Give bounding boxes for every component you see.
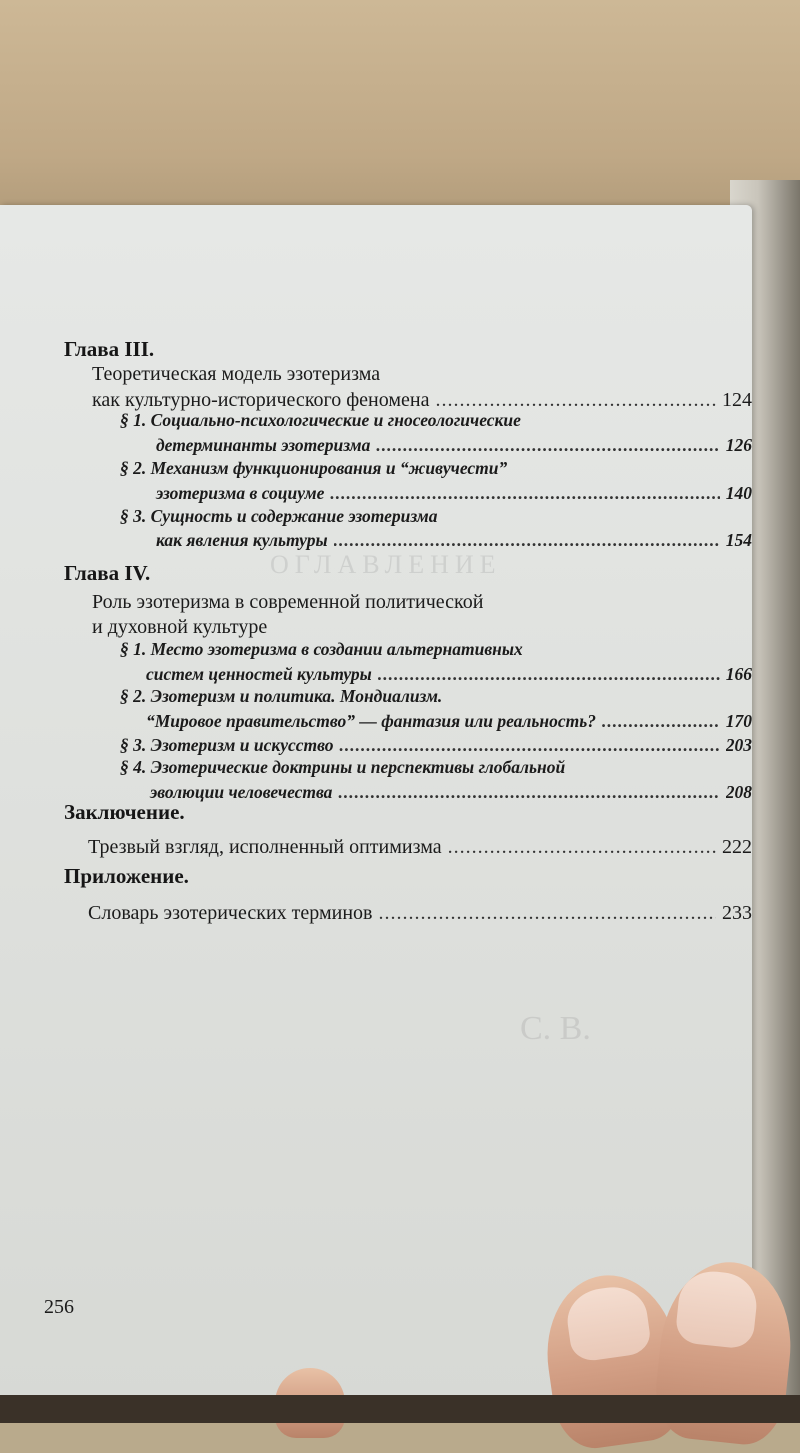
- page-ref: 140: [725, 483, 752, 503]
- chapter-title-line: Теоретическая модель эзотеризма: [92, 363, 381, 385]
- section-line: § 2. Механизм функционирования и “живучести”: [120, 458, 508, 478]
- page-ref: 222: [722, 836, 752, 858]
- chapter-heading: Глава III.: [64, 337, 155, 361]
- bleed-through-text: С. В.: [520, 1010, 591, 1047]
- page-ref: 124: [722, 389, 752, 411]
- page-ref: 233: [722, 902, 752, 924]
- chapter-title-line: и духовной культуре: [92, 616, 268, 638]
- section-line: § 1. Место эзотеризма в создании альтернативных: [120, 639, 523, 659]
- leader-dots: [376, 435, 719, 456]
- leader-dots: [338, 782, 719, 803]
- leader-dots: [339, 735, 719, 756]
- page-ref: 166: [725, 664, 752, 684]
- toc-entry: детерминанты эзотеризма ..... 126: [156, 435, 752, 456]
- chapter-heading: Заключение.: [64, 800, 185, 824]
- toc-entry: “Мировое правительство” — фантазия или реальность? ..... 170: [146, 711, 752, 732]
- chapter-heading: Глава IV.: [64, 561, 151, 585]
- toc-entry: эзотеризма в социуме ..... 140: [156, 483, 752, 504]
- section-line: § 2. Эзотеризм и политика. Мондиализм.: [120, 686, 443, 706]
- page-ref: 170: [725, 711, 752, 731]
- leader-dots: [378, 664, 720, 685]
- toc-entry: систем ценностей культуры ..... 166: [146, 664, 752, 685]
- leader-dots: [436, 389, 717, 412]
- page-ref: 203: [725, 735, 752, 755]
- section-line: § 4. Эзотерические доктрины и перспективы глобальной: [120, 757, 566, 777]
- leader-dots: [330, 483, 719, 504]
- page-number: 256: [44, 1296, 74, 1318]
- page-ref: 208: [725, 782, 752, 802]
- toc-entry: как явления культуры ..... 154: [156, 530, 752, 551]
- toc-entry: как культурно-исторического феномена ..... 124: [92, 389, 752, 412]
- book-bottom-edge: [0, 1395, 800, 1423]
- page-ref: 154: [725, 530, 752, 550]
- leader-dots: [602, 711, 720, 732]
- section-line: § 1. Социально-психологические и гносеологические: [120, 410, 521, 430]
- chapter-heading: Приложение.: [64, 864, 189, 888]
- leader-dots: [334, 530, 720, 551]
- chapter-title-line: Роль эзотеризма в современной политической: [92, 591, 484, 613]
- toc-entry: Словарь эзотерических терминов ..... 233: [88, 902, 752, 925]
- toc-entry: эволюции человечества ..... 208: [150, 782, 752, 803]
- toc-entry: Трезвый взгляд, исполненный оптимизма ..... 222: [88, 836, 752, 859]
- section-line: § 3. Сущность и содержание эзотеризма: [120, 506, 438, 526]
- page-ref: 126: [725, 435, 752, 455]
- leader-dots: [378, 902, 716, 925]
- leader-dots: [448, 836, 716, 859]
- toc-entry: § 3. Эзотеризм и искусство ..... 203: [120, 735, 752, 756]
- bleed-through-text: ОГЛАВЛЕНИЕ: [270, 550, 502, 579]
